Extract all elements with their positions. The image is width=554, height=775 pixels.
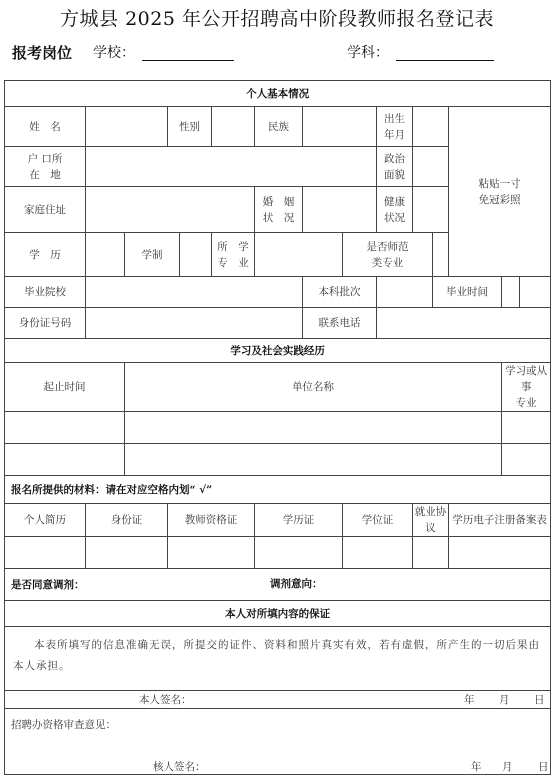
pledge-text: 本表所填写的信息准确无误，所提交的证件、资料和照片真实有效，若有虚假，所产生的一切后果由本人承担。 <box>5 627 551 691</box>
unit-cell[interactable] <box>125 444 502 476</box>
material-degree-check[interactable] <box>343 537 413 569</box>
politics-label: 政治 面貌 <box>377 147 413 187</box>
phone-label: 联系电话 <box>303 308 377 339</box>
major-label: 所 学 专 业 <box>212 233 255 277</box>
adjust-row[interactable] <box>5 569 551 601</box>
name-label: 姓 名 <box>5 107 86 147</box>
gender-label: 性别 <box>168 107 212 147</box>
address-field[interactable] <box>86 187 255 233</box>
grad-time-field-2[interactable] <box>520 277 551 308</box>
marital-label: 婚 姻 状 况 <box>255 187 303 233</box>
marital-field[interactable] <box>303 187 377 233</box>
material-teacher-cert-label: 教师资格证 <box>168 504 255 537</box>
material-id-card-label: 身份证 <box>86 504 168 537</box>
ethnicity-label: 民族 <box>255 107 303 147</box>
gender-field[interactable] <box>212 107 255 147</box>
pledge-day-label: 日 <box>534 694 545 706</box>
form-title: 方城县 2025 年公开招聘高中阶段教师报名登记表 <box>60 8 494 30</box>
major-field[interactable] <box>255 233 343 277</box>
field-header: 学习或从事 专业 <box>502 363 551 412</box>
material-resume-label: 个人简历 <box>5 504 86 537</box>
review-opinion-box[interactable] <box>5 709 551 775</box>
photo-box[interactable]: 粘贴一寸 免冠彩照 <box>449 107 551 277</box>
section-pledge: 本人对所填内容的保证 <box>5 601 551 627</box>
field-cell[interactable] <box>502 412 551 444</box>
health-field[interactable] <box>413 187 449 233</box>
normal-major-field[interactable] <box>433 233 449 277</box>
politics-field[interactable] <box>413 147 449 187</box>
subject-label: 学科： <box>347 45 389 61</box>
adjust-direction-label: 调剂意向： <box>270 578 323 590</box>
review-signature-label: 核人签名： <box>153 761 206 773</box>
grad-time-label: 毕业时间 <box>433 277 502 308</box>
birth-field[interactable] <box>413 107 449 147</box>
normal-major-label: 是否师范 类专业 <box>343 233 433 277</box>
material-resume-check[interactable] <box>5 537 86 569</box>
birth-label: 出生 年月 <box>377 107 413 147</box>
school-name-field[interactable] <box>86 277 303 308</box>
section-experience: 学习及社会实践经历 <box>5 339 551 363</box>
pledge-signature-label: 本人签名： <box>139 694 192 706</box>
address-label: 家庭住址 <box>5 187 86 233</box>
ethnicity-field[interactable] <box>303 107 377 147</box>
duration-field[interactable] <box>180 233 212 277</box>
period-cell[interactable] <box>5 412 125 444</box>
review-year-label: 年 <box>471 761 482 773</box>
review-month-label: 月 <box>502 761 513 773</box>
id-number-field[interactable] <box>86 308 303 339</box>
pledge-month-label: 月 <box>499 694 510 706</box>
education-field[interactable] <box>86 233 125 277</box>
school-label: 学校： <box>93 45 135 61</box>
material-teacher-cert-check[interactable] <box>168 537 255 569</box>
period-cell[interactable] <box>5 444 125 476</box>
material-id-card-check[interactable] <box>86 537 168 569</box>
material-diploma-check[interactable] <box>255 537 343 569</box>
subject-field[interactable] <box>396 60 494 61</box>
registration-form-table <box>4 80 551 775</box>
review-day-label: 日 <box>538 761 549 773</box>
batch-label: 本科批次 <box>303 277 377 308</box>
education-label: 学 历 <box>5 233 86 277</box>
unit-cell[interactable] <box>125 412 502 444</box>
material-degree-label: 学位证 <box>343 504 413 537</box>
material-diploma-label: 学历证 <box>255 504 343 537</box>
pledge-year-label: 年 <box>464 694 475 706</box>
unit-header: 单位名称 <box>125 363 502 412</box>
school-name-label: 毕业院校 <box>5 277 86 308</box>
field-cell[interactable] <box>502 444 551 476</box>
adjust-agree-label: 是否同意调剂： <box>11 578 85 591</box>
phone-field[interactable] <box>377 308 551 339</box>
name-field[interactable] <box>86 107 168 147</box>
material-employment-label: 就业协议 <box>413 504 449 537</box>
id-number-label: 身份证号码 <box>5 308 86 339</box>
period-header: 起止时间 <box>5 363 125 412</box>
position-label: 报考岗位 <box>12 44 73 62</box>
review-heading: 招聘办资格审查意见： <box>11 719 116 731</box>
hukou-field[interactable] <box>86 147 377 187</box>
health-label: 健康 状况 <box>377 187 413 233</box>
material-edu-registration-check[interactable] <box>449 537 551 569</box>
hukou-label: 户 口所 在 地 <box>5 147 86 187</box>
section-basic-info: 个人基本情况 <box>5 81 551 107</box>
batch-field[interactable] <box>377 277 433 308</box>
pledge-signature-row[interactable] <box>5 691 551 709</box>
school-field[interactable] <box>142 60 234 61</box>
material-employment-check[interactable] <box>413 537 449 569</box>
grad-time-field[interactable] <box>502 277 520 308</box>
materials-heading: 报名所提供的材料：请在对应空格内划“ √” <box>5 476 551 504</box>
duration-label: 学制 <box>125 233 180 277</box>
material-edu-registration-label: 学历电子注册备案表 <box>449 504 551 537</box>
